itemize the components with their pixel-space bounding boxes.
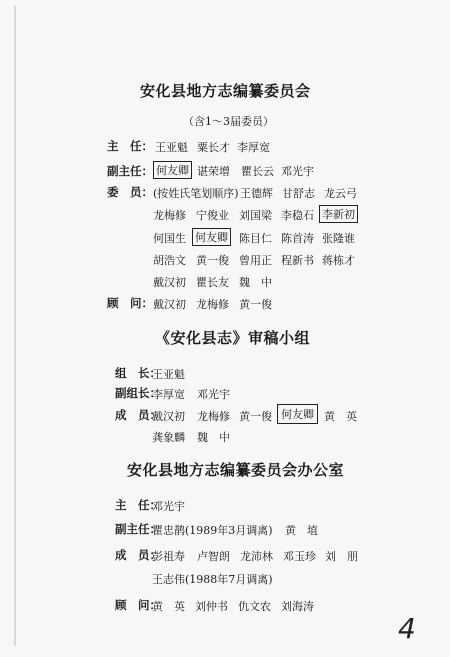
members-note: (按姓氏笔划顺序) (153, 187, 239, 200)
office-advisor-name: 刘海涛 (281, 600, 314, 613)
office-member-name: 卢智朗 (197, 550, 230, 563)
member-name: 瞿长友 (196, 276, 229, 289)
members-label: 委 员： (107, 185, 153, 199)
member-name-boxed: 李新初 (319, 205, 358, 223)
office-member-name: 邓玉珍 (283, 550, 316, 563)
office-member-name: 王志伟(1988年7月调离) (152, 573, 273, 586)
advisor-name: 戴汉初 (153, 298, 186, 311)
director-label: 主 任： (107, 139, 153, 153)
member-name-boxed: 何友卿 (192, 228, 231, 246)
member-name: 何国生 (153, 232, 186, 245)
member-name: 龙梅修 (153, 209, 186, 222)
group-member-name-boxed: 何友卿 (277, 404, 318, 424)
member-name: 李稳石 (281, 209, 314, 222)
group-member-name: 黄 英 (324, 410, 357, 423)
group-member-name: 龙梅修 (197, 410, 230, 423)
director-name-3: 李厚宽 (237, 141, 270, 154)
member-name: 蒋栋才 (322, 254, 355, 267)
member-name: 龙云弓 (324, 187, 357, 200)
section1-title: 安化县地方志编纂委员会 (140, 82, 311, 100)
office-advisor-name: 仇文农 (238, 600, 271, 613)
vice-leader-name: 邓光宇 (197, 388, 230, 401)
vice-director-name-3: 瞿长云 (241, 165, 274, 178)
advisor-name: 龙梅修 (196, 298, 229, 311)
office-member-name: 刘 朋 (325, 550, 358, 563)
office-member-name: 龙沛林 (240, 550, 273, 563)
group-leader-name: 王亚魁 (152, 368, 185, 381)
office-vice-director-name-2: 黄 埴 (285, 524, 318, 537)
group-member-name: 龚象麟 (152, 431, 185, 444)
vice-leader-name: 李厚宽 (152, 388, 185, 401)
member-name: 宁俊业 (196, 209, 229, 222)
member-name: 刘国梁 (239, 209, 272, 222)
group-member-name: 魏 中 (197, 431, 230, 444)
member-name: 曾用正 (239, 254, 272, 267)
vice-director-name-2: 谌荣增 (197, 165, 230, 178)
office-advisor-label: 顾 问： (115, 598, 161, 612)
office-member-name: 彭祖寿 (152, 550, 185, 563)
page-number: 4 (398, 612, 416, 645)
member-name: 黄一俊 (196, 254, 229, 267)
member-name: 王德辉 (240, 187, 273, 200)
office-director-label: 主 任： (115, 498, 161, 512)
group-members-label: 成 员： (115, 408, 161, 422)
member-name: 张隆谁 (322, 232, 355, 245)
member-name: 陈目仁 (239, 232, 272, 245)
section1-subtitle: （含1～3届委员） (183, 115, 274, 128)
group-leader-label: 组 长： (115, 366, 161, 380)
member-name: 胡浩文 (153, 254, 186, 267)
section2-title: 《安化县志》审稿小组 (155, 329, 311, 347)
vice-director-name-4: 邓光宇 (281, 165, 314, 178)
group-member-name: 黄一俊 (239, 410, 272, 423)
office-advisor-name: 黄 英 (152, 600, 185, 613)
office-advisor-name: 刘仲书 (195, 600, 228, 613)
office-vice-director-name-1: 瞿忠鹊(1989年3月调离) (152, 524, 273, 537)
director-name-1: 王亚魁 (155, 141, 188, 154)
director-name-2: 粟长才 (197, 141, 230, 154)
office-vice-director-label: 副主任： (115, 522, 161, 536)
member-name: 程新书 (281, 254, 314, 267)
member-name: 戴汉初 (153, 276, 186, 289)
office-director-name: 邓光宇 (152, 500, 185, 513)
section3-title: 安化县地方志编纂委员会办公室 (127, 461, 345, 479)
member-name: 魏 中 (239, 276, 272, 289)
member-name: 陈首涛 (281, 232, 314, 245)
group-member-name: 戴汉初 (152, 410, 185, 423)
office-members-label: 成 员： (115, 548, 161, 562)
member-name: 甘舒志 (282, 187, 315, 200)
advisor-name: 黄一俊 (239, 298, 272, 311)
vice-director-label: 副主任： (107, 164, 153, 178)
scan-margin-line (14, 6, 16, 646)
advisor-label: 顾 问： (107, 296, 153, 310)
vice-leader-label: 副组长： (115, 386, 161, 400)
vice-director-name-1: 何友卿 (153, 161, 192, 179)
